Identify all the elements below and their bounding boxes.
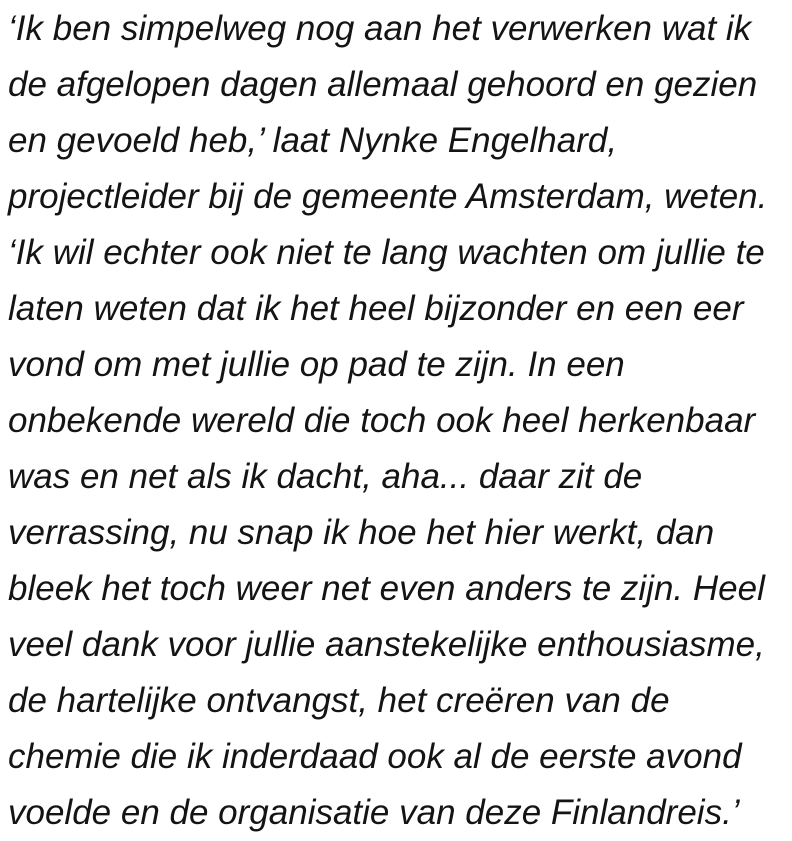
quote-line: projectleider bij de gemeente Amsterdam, weten. <box>8 177 768 216</box>
quote-line: ‘Ik wil echter ook niet te lang wachten om jullie te <box>8 233 765 272</box>
quote-line: bleek het toch weer net even anders te zijn. Heel <box>8 569 765 608</box>
quote-line: verrassing, nu snap ik hoe het hier werkt, dan <box>8 513 715 552</box>
quote-line: chemie die ik inderdaad ook al de eerste avond <box>8 737 742 776</box>
quote-line: ‘Ik ben simpelweg nog aan het verwerken wat ik <box>8 9 752 48</box>
quote-line: de hartelijke ontvangst, het creëren van de <box>8 681 670 720</box>
quote-line: was en net als ik dacht, aha... daar zit de <box>8 457 643 496</box>
quote-line: voelde en de organisatie van deze Finlandreis.’ <box>8 793 740 832</box>
quote-line: de afgelopen dagen allemaal gehoord en gezien <box>8 65 758 104</box>
quote-line: veel dank voor jullie aanstekelijke enthousiasme, <box>8 625 765 664</box>
quote-line: onbekende wereld die toch ook heel herkenbaar <box>8 401 756 440</box>
quote-line: laten weten dat ik het heel bijzonder en een eer <box>8 289 744 328</box>
quote-line: en gevoeld heb,’ laat Nynke Engelhard, <box>8 121 618 160</box>
quote-line: vond om met jullie op pad te zijn. In een <box>8 345 625 384</box>
